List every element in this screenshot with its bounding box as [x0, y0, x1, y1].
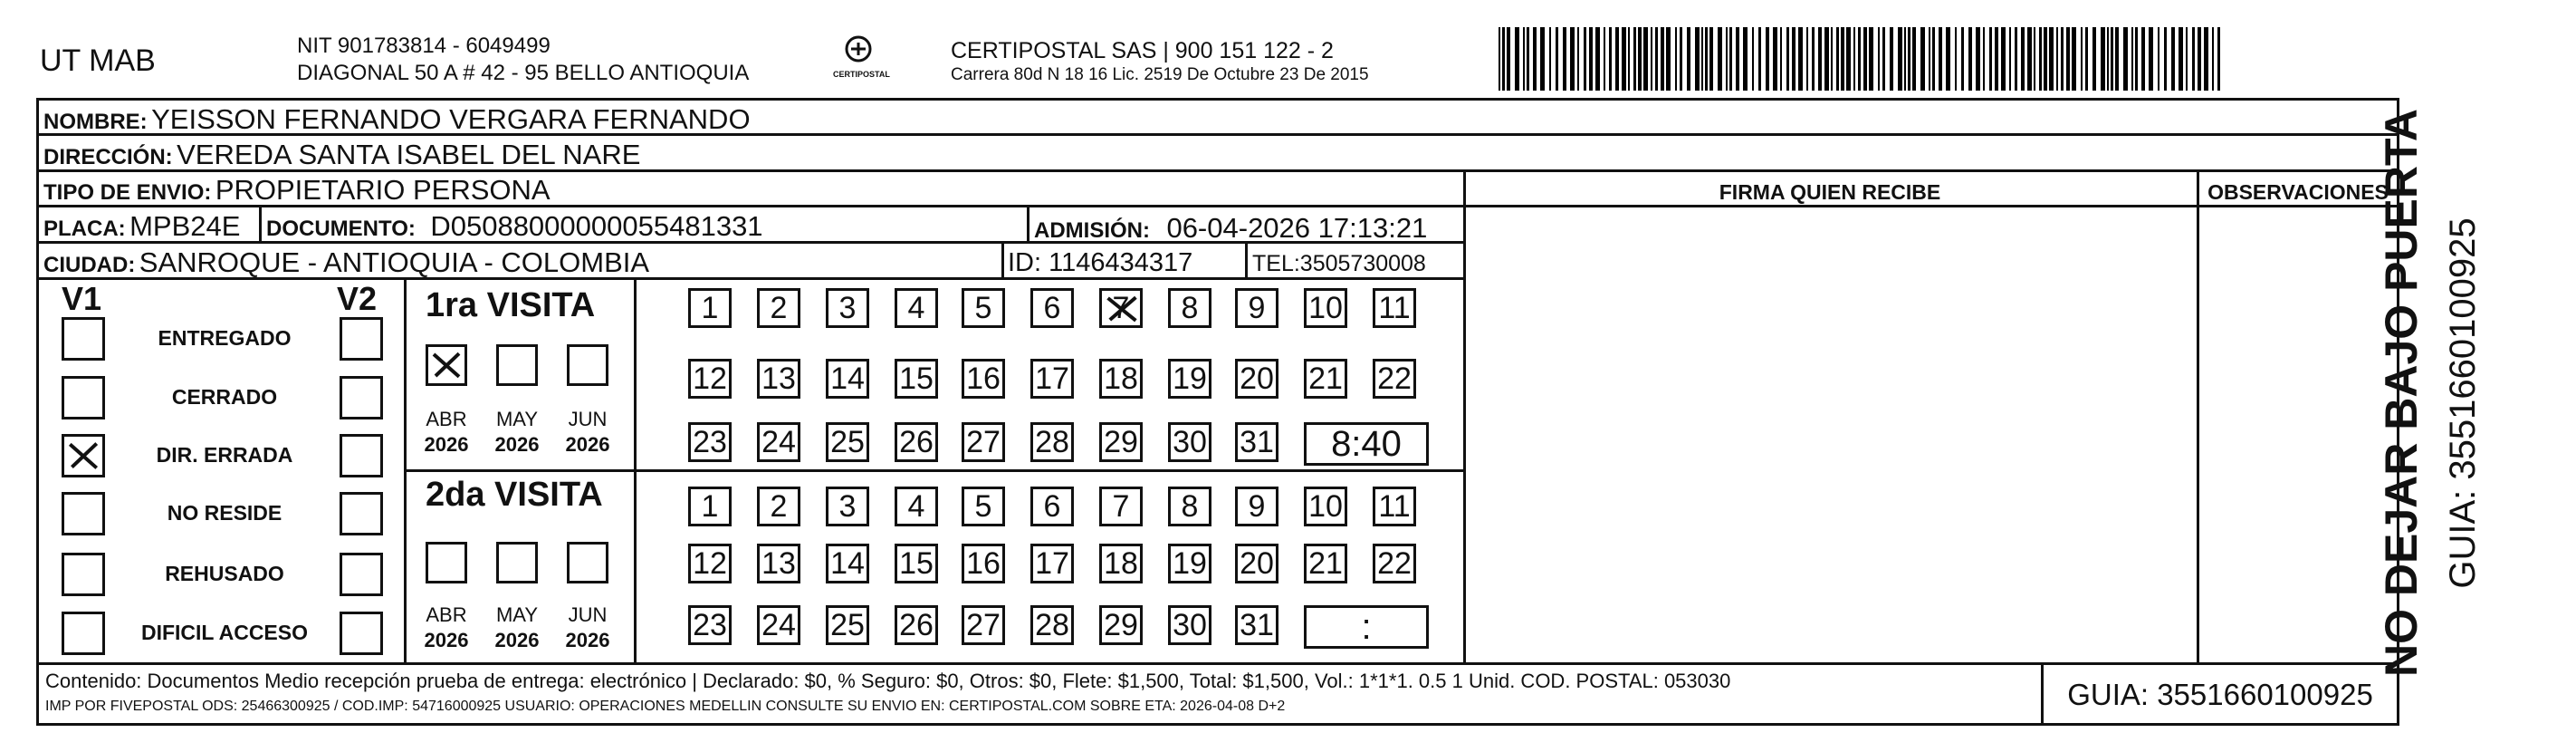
- barcode-bar: [1736, 27, 1739, 91]
- barcode-bar: [1995, 27, 1998, 91]
- day-box[interactable]: 26: [895, 605, 938, 645]
- tipo-value: PROPIETARIO PERSONA: [215, 174, 551, 206]
- barcode-bar: [2198, 27, 2201, 91]
- day-box[interactable]: 23: [688, 605, 732, 645]
- day-box[interactable]: 4: [895, 288, 938, 328]
- barcode-bar: [1904, 27, 1906, 91]
- barcode-bar: [1946, 27, 1950, 91]
- barcode-bar: [2179, 27, 2183, 91]
- day-box[interactable]: 22: [1373, 544, 1416, 583]
- v2-header: V2: [337, 280, 378, 317]
- v2-checkbox[interactable]: [340, 376, 383, 419]
- day-box[interactable]: 19: [1168, 359, 1211, 399]
- barcode-bar: [1622, 27, 1626, 91]
- barcode-bar: [1908, 27, 1910, 91]
- v1-checkbox[interactable]: [62, 553, 105, 596]
- day-box[interactable]: 15: [895, 359, 938, 399]
- day-box[interactable]: 6: [1030, 487, 1074, 526]
- barcode-bar: [1726, 27, 1728, 91]
- barcode-bar: [2158, 27, 2159, 91]
- barcode-bar: [1890, 27, 1893, 91]
- observaciones-label: OBSERVACIONES: [2207, 180, 2389, 204]
- barcode-bar: [1853, 27, 1855, 91]
- barcode-bar: [1549, 27, 1551, 91]
- barcode-bar: [2015, 27, 2017, 91]
- check-mark-icon: [64, 437, 102, 475]
- day-box[interactable]: 20: [1235, 359, 1278, 399]
- barcode-bar: [1989, 27, 1992, 91]
- day-box[interactable]: 15: [895, 544, 938, 583]
- barcode-bar: [1743, 27, 1748, 91]
- barcode-bar: [1651, 27, 1652, 91]
- barcode-bar: [1584, 27, 1586, 91]
- barcode-bar: [1920, 27, 1925, 91]
- barcode-bar: [2072, 27, 2076, 91]
- barcode-bar: [2217, 27, 2220, 91]
- placa-value: MPB24E: [129, 210, 241, 242]
- day-box[interactable]: 24: [757, 422, 800, 462]
- documento-label: DOCUMENTO:: [266, 217, 416, 241]
- tipo-label: TIPO DE ENVIO:: [43, 180, 212, 205]
- barcode-bar: [1983, 27, 1985, 91]
- documento-row: [266, 212, 763, 240]
- barcode-bar: [1968, 27, 1972, 91]
- barcode-bar: [2044, 27, 2047, 91]
- barcode-bar: [1773, 27, 1777, 91]
- barcode-bar: [2123, 27, 2128, 91]
- day-box[interactable]: 18: [1099, 359, 1143, 399]
- barcode-bar: [2085, 27, 2088, 91]
- barcode-bar: [1929, 27, 1930, 91]
- certipostal-logo: [833, 33, 890, 82]
- barcode-bar: [2149, 27, 2153, 91]
- day-box[interactable]: 29: [1099, 422, 1143, 462]
- barcode-bar: [1655, 27, 1658, 91]
- barcode-bar: [1675, 27, 1677, 91]
- month-label: MAY: [495, 603, 539, 626]
- day-box[interactable]: 3: [826, 487, 869, 526]
- status-option-label: CERRADO: [171, 385, 278, 409]
- logo-text: CERTIPOSTAL: [833, 70, 890, 79]
- day-box[interactable]: 19: [1168, 544, 1211, 583]
- day-box[interactable]: 13: [757, 544, 800, 583]
- ciudad-row: [43, 248, 649, 276]
- v2-checkbox[interactable]: [340, 317, 383, 361]
- v2-checkbox[interactable]: [340, 553, 383, 596]
- barcode-bar: [1638, 27, 1642, 91]
- side-warning: NO DEJAR BAJO PUERTA: [2376, 109, 2427, 677]
- barcode-bar: [2056, 27, 2058, 91]
- status-option-label: DIFICIL ACCESO: [140, 621, 308, 644]
- barcode-bar: [1863, 27, 1867, 91]
- day-box[interactable]: 24: [757, 605, 800, 645]
- admision-value: 06-04-2026 17:13:21: [1166, 212, 1428, 244]
- barcode-bar: [1556, 27, 1558, 91]
- day-box[interactable]: 17: [1030, 544, 1074, 583]
- day-box[interactable]: 2: [757, 288, 800, 328]
- barcode-bar: [2066, 27, 2070, 91]
- day-box[interactable]: 26: [895, 422, 938, 462]
- month-checkbox[interactable]: [496, 344, 538, 386]
- barcode-bar: [1858, 27, 1861, 91]
- barcode-bar: [2021, 27, 2025, 91]
- first-visit-title: 1ra VISITA: [426, 286, 596, 324]
- license-text: Carrera 80d N 18 16 Lic. 2519 De Octubre 23 De 2015: [951, 65, 1369, 84]
- day-box[interactable]: 31: [1235, 422, 1278, 462]
- barcode-bar: [1705, 27, 1708, 91]
- month-checkbox[interactable]: [567, 542, 608, 583]
- day-box[interactable]: 30: [1168, 422, 1211, 462]
- day-box[interactable]: 8: [1168, 487, 1211, 526]
- month-label: ABR: [426, 408, 467, 430]
- year-label: 2026: [424, 629, 469, 651]
- barcode-bar: [1643, 27, 1648, 91]
- barcode-bar: [1523, 27, 1525, 91]
- day-box[interactable]: 31: [1235, 605, 1278, 645]
- barcode-bar: [1666, 27, 1671, 91]
- year-label: 2026: [565, 629, 610, 651]
- day-box[interactable]: 14: [826, 359, 869, 399]
- certipostal-name: CERTIPOSTAL SAS | 900 151 122 - 2: [951, 38, 1334, 63]
- direccion-label: DIRECCIÓN:: [43, 145, 173, 169]
- barcode-bar: [1898, 27, 1902, 91]
- v1-header: V1: [62, 280, 102, 317]
- month-checkbox[interactable]: [567, 344, 608, 386]
- day-box[interactable]: 7: [1099, 288, 1143, 328]
- barcode-bar: [1515, 27, 1519, 91]
- barcode-bar: [2039, 27, 2042, 91]
- footer-guia: GUIA: 3551660100925: [2067, 678, 2373, 711]
- day-box[interactable]: 25: [826, 422, 869, 462]
- day-box[interactable]: 2: [757, 487, 800, 526]
- barcode-bar: [1878, 27, 1880, 91]
- barcode-bar: [2131, 27, 2133, 91]
- v1-checkbox[interactable]: [62, 492, 105, 535]
- barcode-bar: [1976, 27, 1980, 91]
- barcode-bar: [2204, 27, 2208, 91]
- day-box[interactable]: 27: [962, 605, 1005, 645]
- day-box[interactable]: 13: [757, 359, 800, 399]
- day-box[interactable]: 28: [1030, 605, 1074, 645]
- barcode-bar: [1806, 27, 1808, 91]
- year-label: 2026: [565, 433, 610, 456]
- day-box[interactable]: 1: [688, 487, 732, 526]
- time-box[interactable]: :: [1304, 605, 1429, 649]
- barcode-bar: [1661, 27, 1664, 91]
- second-visit-title: 2da VISITA: [426, 476, 603, 514]
- barcode-bar: [2192, 27, 2195, 91]
- barcode-bar: [1786, 27, 1789, 91]
- barcode-bar: [1752, 27, 1754, 91]
- barcode-bar: [1609, 27, 1612, 91]
- barcode-bar: [1527, 27, 1529, 91]
- day-box[interactable]: 9: [1235, 288, 1278, 328]
- barcode-bar: [2111, 27, 2113, 91]
- barcode-bar: [1633, 27, 1636, 91]
- day-box[interactable]: 25: [826, 605, 869, 645]
- day-box[interactable]: 11: [1373, 487, 1416, 526]
- check-mark-icon: [1102, 291, 1142, 327]
- barcode-bar: [2001, 27, 2006, 91]
- barcode-bar: [1589, 27, 1593, 91]
- month-label: MAY: [495, 408, 539, 430]
- month-checkbox[interactable]: [496, 542, 538, 583]
- barcode-bar: [2034, 27, 2035, 91]
- day-box[interactable]: 10: [1304, 288, 1347, 328]
- year-label: 2026: [494, 433, 540, 456]
- day-box[interactable]: 5: [962, 288, 1005, 328]
- day-box[interactable]: 1: [688, 288, 732, 328]
- v2-checkbox[interactable]: [340, 612, 383, 655]
- barcode-bar: [1912, 27, 1916, 91]
- barcode-bar: [1824, 27, 1829, 91]
- barcode-bar: [1507, 27, 1510, 91]
- barcode-bar: [1939, 27, 1942, 91]
- barcode-bar: [1818, 27, 1822, 91]
- barcode-bar: [1869, 27, 1873, 91]
- barcode-bar: [2135, 27, 2138, 91]
- barcode-bar: [1766, 27, 1769, 91]
- barcode-bar: [1577, 27, 1579, 91]
- barcode: [1499, 27, 2227, 91]
- year-label: 2026: [494, 629, 540, 651]
- nombre-row: [43, 105, 751, 133]
- month-checkbox[interactable]: [426, 542, 467, 583]
- company-name: UT MAB: [40, 43, 156, 78]
- month-label: JUN: [568, 408, 608, 430]
- v2-checkbox[interactable]: [340, 492, 383, 535]
- day-box[interactable]: 28: [1030, 422, 1074, 462]
- placa-label: PLACA:: [43, 217, 126, 241]
- ciudad-label: CIUDAD:: [43, 253, 136, 277]
- day-box[interactable]: 14: [826, 544, 869, 583]
- tipo-row: [43, 176, 551, 204]
- barcode-icon: [1499, 27, 2227, 91]
- day-box[interactable]: 7: [1099, 487, 1143, 526]
- barcode-bar: [1836, 27, 1839, 91]
- barcode-bar: [1831, 27, 1833, 91]
- imp-text: IMP POR FIVEPOSTAL ODS: 25466300925 / COD.IMP: 54716000925 USUARIO: OPERACIONES MEDELLIN CONSULTE SU ENVIO EN: CERTIPOSTAL.COM SOBRE ETA: 2026-04-08 D+2: [45, 699, 1286, 714]
- barcode-bar: [2212, 27, 2214, 91]
- day-box[interactable]: 30: [1168, 605, 1211, 645]
- barcode-bar: [1595, 27, 1600, 91]
- barcode-bar: [1540, 27, 1545, 91]
- nombre-label: NOMBRE:: [43, 110, 148, 134]
- day-box[interactable]: 21: [1304, 544, 1347, 583]
- admision-row: [1034, 214, 1427, 242]
- day-box[interactable]: 10: [1304, 487, 1347, 526]
- barcode-bar: [2107, 27, 2109, 91]
- day-box[interactable]: 9: [1235, 487, 1278, 526]
- day-box[interactable]: 27: [962, 422, 1005, 462]
- barcode-bar: [1687, 27, 1690, 91]
- barcode-bar: [1680, 27, 1682, 91]
- barcode-bar: [2171, 27, 2175, 91]
- admision-label: ADMISIÓN:: [1034, 218, 1150, 243]
- month-label: ABR: [426, 603, 467, 626]
- day-box[interactable]: 16: [962, 544, 1005, 583]
- barcode-bar: [1882, 27, 1885, 91]
- contenido-text: Contenido: Documentos Medio recepción prueba de entrega: electrónico | Declarado: $0, % Seguro: $0, Otros: $0, Flete: $1,500, Total: $1,500, Vol.: 1*1*1. 0.5 1 Unid. COD. POSTAL: 053030: [45, 670, 1731, 692]
- year-label: 2026: [424, 433, 469, 456]
- month-label: JUN: [568, 603, 608, 626]
- v1-checkbox[interactable]: [62, 317, 105, 361]
- barcode-bar: [1792, 27, 1796, 91]
- day-box[interactable]: 8: [1168, 288, 1211, 328]
- firma-label: FIRMA QUIEN RECIBE: [1719, 180, 1941, 204]
- barcode-bar: [1502, 27, 1505, 91]
- barcode-bar: [1615, 27, 1619, 91]
- observations-area[interactable]: [2200, 208, 2398, 661]
- barcode-bar: [2092, 27, 2096, 91]
- documento-value: D05088000000055481331: [430, 210, 763, 242]
- day-box[interactable]: 11: [1373, 288, 1416, 328]
- status-option-label: NO RESIDE: [167, 501, 282, 525]
- barcode-bar: [1729, 27, 1732, 91]
- barcode-bar: [2081, 27, 2083, 91]
- barcode-bar: [1780, 27, 1782, 91]
- barcode-bar: [1955, 27, 1957, 91]
- day-box[interactable]: 12: [688, 359, 732, 399]
- day-box[interactable]: 17: [1030, 359, 1074, 399]
- barcode-bar: [1533, 27, 1537, 91]
- barcode-bar: [1718, 27, 1722, 91]
- barcode-bar: [1841, 27, 1844, 91]
- day-box[interactable]: 12: [688, 544, 732, 583]
- address-text: DIAGONAL 50 A # 42 - 95 BELLO ANTIOQUIA: [297, 61, 750, 85]
- day-box[interactable]: 21: [1304, 359, 1347, 399]
- day-box[interactable]: 3: [826, 288, 869, 328]
- status-option-label: DIR. ERRADA: [156, 443, 293, 467]
- barcode-bar: [2049, 27, 2054, 91]
- barcode-bar: [2027, 27, 2032, 91]
- barcode-bar: [1798, 27, 1803, 91]
- tel-value: TEL:3505730008: [1252, 251, 1426, 276]
- barcode-bar: [2164, 27, 2167, 91]
- status-option-label: ENTREGADO: [158, 326, 292, 350]
- direccion-value: VEREDA SANTA ISABEL DEL NARE: [177, 139, 641, 170]
- nit-text: NIT 901783814 - 6049499: [297, 34, 551, 58]
- barcode-bar: [2186, 27, 2188, 91]
- v1-checkbox[interactable]: [62, 612, 105, 655]
- day-box[interactable]: 4: [895, 487, 938, 526]
- barcode-bar: [2061, 27, 2064, 91]
- month-checkbox[interactable]: [426, 344, 467, 386]
- barcode-bar: [2101, 27, 2105, 91]
- direccion-row: [43, 140, 640, 169]
- barcode-bar: [1961, 27, 1964, 91]
- day-box[interactable]: 16: [962, 359, 1005, 399]
- barcode-bar: [1570, 27, 1575, 91]
- barcode-bar: [1758, 27, 1761, 91]
- day-box[interactable]: 29: [1099, 605, 1143, 645]
- v1-checkbox[interactable]: [62, 376, 105, 419]
- ciudad-value: SANROQUE - ANTIOQUIA - COLOMBIA: [139, 246, 650, 278]
- day-box[interactable]: 5: [962, 487, 1005, 526]
- day-box[interactable]: 23: [688, 422, 732, 462]
- side-guia: GUIA: 3551660100925: [2443, 217, 2483, 589]
- placa-row: [43, 212, 240, 240]
- day-box[interactable]: 22: [1373, 359, 1416, 399]
- time-box[interactable]: 8:40: [1304, 422, 1429, 466]
- status-option-label: REHUSADO: [165, 562, 284, 585]
- day-box[interactable]: 20: [1235, 544, 1278, 583]
- barcode-bar: [2141, 27, 2145, 91]
- barcode-bar: [2115, 27, 2119, 91]
- barcode-bar: [1846, 27, 1851, 91]
- barcode-bar: [1709, 27, 1713, 91]
- barcode-bar: [1812, 27, 1815, 91]
- v1-checkbox[interactable]: [62, 434, 105, 477]
- day-box[interactable]: 18: [1099, 544, 1143, 583]
- barcode-bar: [1701, 27, 1703, 91]
- barcode-bar: [1695, 27, 1700, 91]
- nombre-value: YEISSON FERNANDO VERGARA FERNANDO: [151, 103, 751, 135]
- day-box[interactable]: 6: [1030, 288, 1074, 328]
- barcode-bar: [2009, 27, 2011, 91]
- barcode-bar: [1604, 27, 1605, 91]
- barcode-bar: [1628, 27, 1630, 91]
- barcode-bar: [1932, 27, 1935, 91]
- v2-checkbox[interactable]: [340, 434, 383, 477]
- barcode-bar: [1499, 27, 1500, 91]
- barcode-bar: [1563, 27, 1566, 91]
- id-value: ID: 1146434317: [1008, 248, 1193, 277]
- signature-area[interactable]: [1467, 208, 2195, 661]
- check-mark-icon: [428, 347, 464, 383]
